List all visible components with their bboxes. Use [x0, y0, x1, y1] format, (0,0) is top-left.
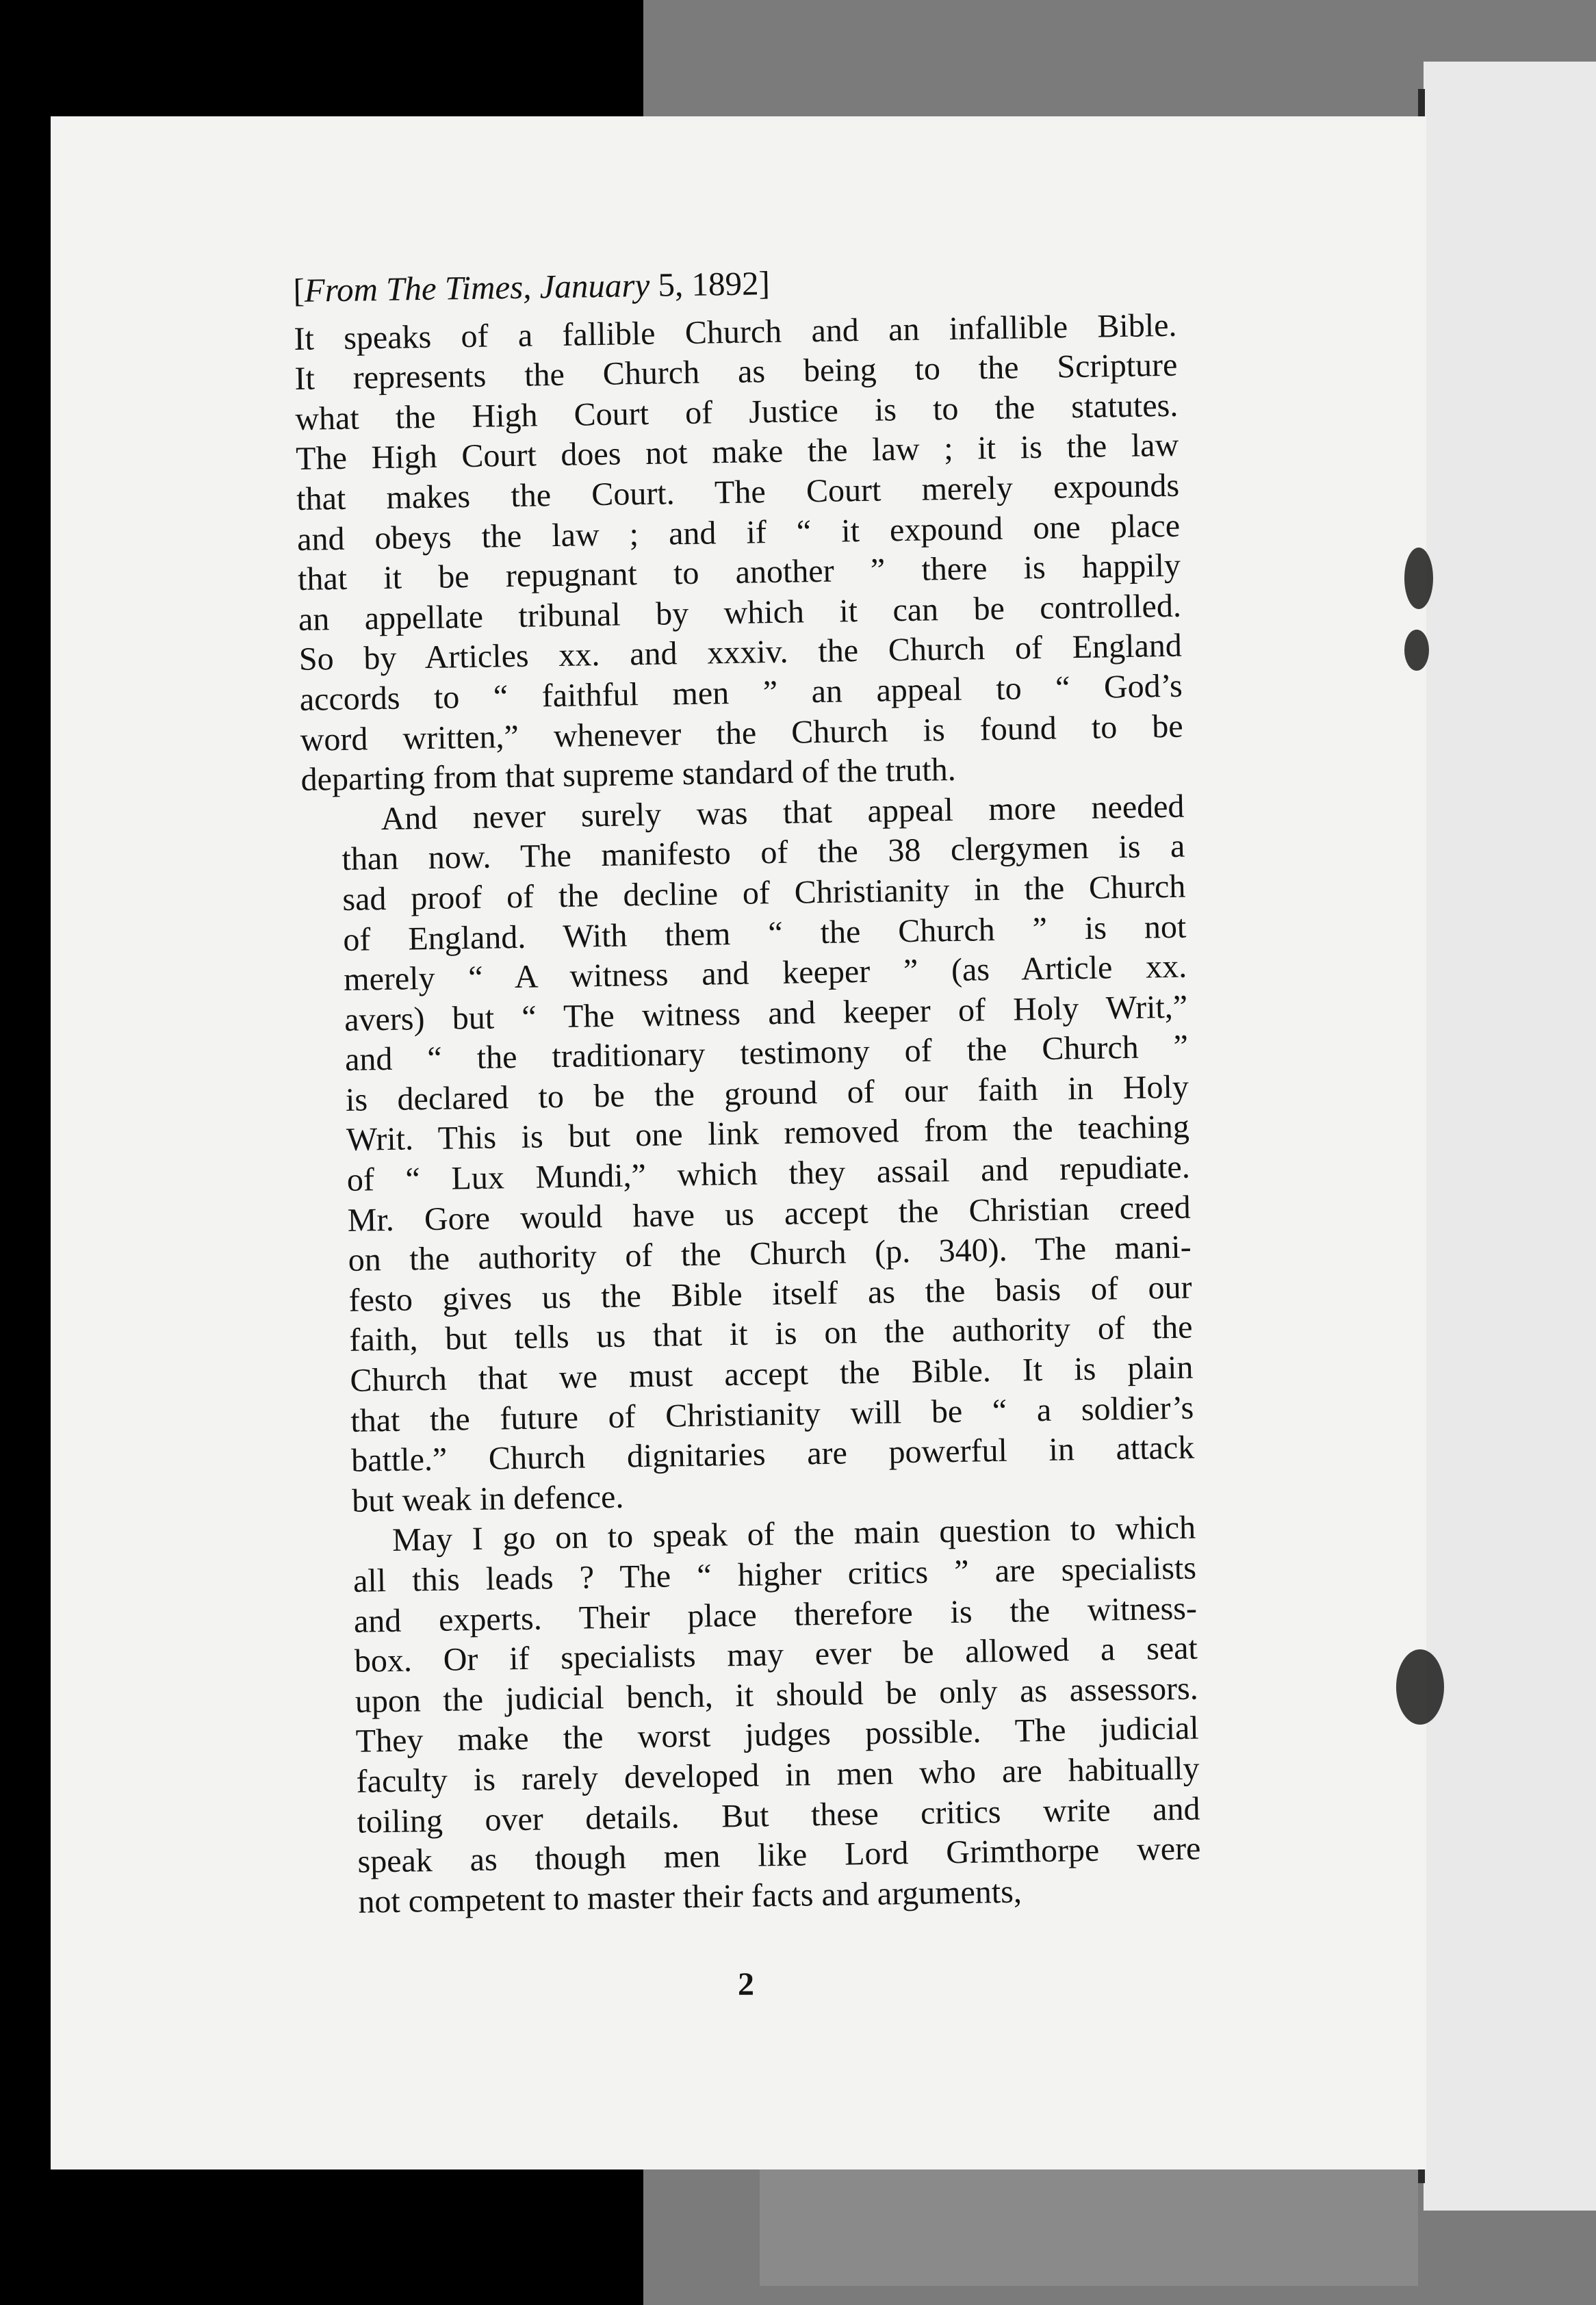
text-line: Church that we must accept the Bible. It is plain: [350, 1349, 1194, 1399]
text-line: battle.” Church dignitaries are powerful in attack: [350, 1429, 1195, 1480]
text-line: of “ Lux Mundi,” which they assail and repudiate.: [346, 1148, 1191, 1198]
text-line: toiling over details. But these critics write and: [357, 1790, 1200, 1840]
text-line: word written,” whenever the Church is found to be: [300, 708, 1184, 758]
text-line: but weak in defence.: [351, 1478, 624, 1519]
text-line: not competent to master their facts and arguments,: [358, 1873, 1022, 1920]
text-line: is declared to be the ground of our faith in Holy: [345, 1068, 1189, 1118]
article-body: [294, 305, 1202, 1923]
text-line: It speaks of a fallible Church and an infallible Bible.: [294, 307, 1177, 357]
text-line: Writ. This is but one link removed from the teaching: [346, 1109, 1190, 1159]
text-line: box. Or if specialists may ever be allowed a seat: [354, 1630, 1198, 1680]
text-line: than now. The manifesto of the 38 clergymen is a: [342, 827, 1185, 878]
paragraph: [294, 305, 1184, 800]
text-line: faculty is rarely developed in men who are habitually: [356, 1750, 1200, 1800]
text-line: that the future of Christianity will be “ a soldier’s: [350, 1389, 1194, 1439]
paragraph: [301, 786, 1195, 1522]
text-line: that makes the Court. The Court merely expounds: [296, 467, 1180, 517]
text-line: and obeys the law ; and if “ it expound one place: [296, 507, 1181, 558]
text-line: May I go on to speak of the main question to which: [391, 1509, 1196, 1559]
text-line: an appellate tribunal by which it can be controlled.: [298, 587, 1182, 638]
text-line: faith, but tells us that it is on the authority of the: [349, 1309, 1193, 1359]
text-line: They make the worst judges possible. The judicial: [355, 1710, 1200, 1760]
text-line: all this leads ? The “ higher critics ” are specialists: [352, 1549, 1197, 1599]
text-line: festo gives us the Bible itself as the basis of our: [348, 1269, 1192, 1319]
text-line: departing from that supreme standard of the truth.: [300, 751, 957, 799]
text-line: It represents the Church as being to the Scripture: [294, 346, 1178, 398]
page-number: 2: [738, 1966, 754, 2003]
text-line: of England. With them “ the Church ” is not: [342, 908, 1187, 958]
text-line: Mr. Gore would have us accept the Christian creed: [347, 1189, 1192, 1239]
source-header: [From The Times, January 5, 1892]: [293, 264, 771, 309]
page-bottom-shadow: [760, 2169, 1418, 2286]
ink-blot: [1404, 630, 1429, 671]
text-line: on the authority of the Church (p. 340). The mani-: [348, 1228, 1192, 1279]
text-line: and experts. Their place therefore is the witness-: [353, 1590, 1198, 1640]
text-line: And never surely was that appeal more needed: [381, 788, 1185, 837]
text-line: accords to “ faithful men ” an appeal to “ God’s: [299, 667, 1183, 718]
article-text: [293, 257, 1202, 1923]
paragraph: [313, 1508, 1202, 1923]
ink-blot: [1396, 1649, 1444, 1725]
text-line: avers) but “ The witness and keeper of Holy Writ,”: [344, 988, 1188, 1038]
text-line: and “ the traditionary testimony of the Church ”: [344, 1028, 1189, 1079]
text-line: sad proof of the decline of Christianity in the Church: [342, 868, 1186, 918]
text-line: what the High Court of Justice is to the statutes.: [294, 387, 1179, 437]
adjacent-page-edge: [1424, 62, 1596, 2211]
text-line: speak as though men like Lord Grimthorpe were: [357, 1830, 1201, 1880]
text-line: The High Court does not make the law ; it is the law: [295, 427, 1179, 478]
text-line: So by Articles xx. and xxxiv. the Church of England: [298, 628, 1183, 678]
text-line: merely “ A witness and keeper ” (as Article xx.: [343, 948, 1187, 999]
text-line: upon the judicial bench, it should be only as assessors.: [355, 1670, 1199, 1720]
text-line: that it be repugnant to another ” there is happily: [297, 547, 1181, 598]
ink-blot: [1404, 548, 1433, 609]
